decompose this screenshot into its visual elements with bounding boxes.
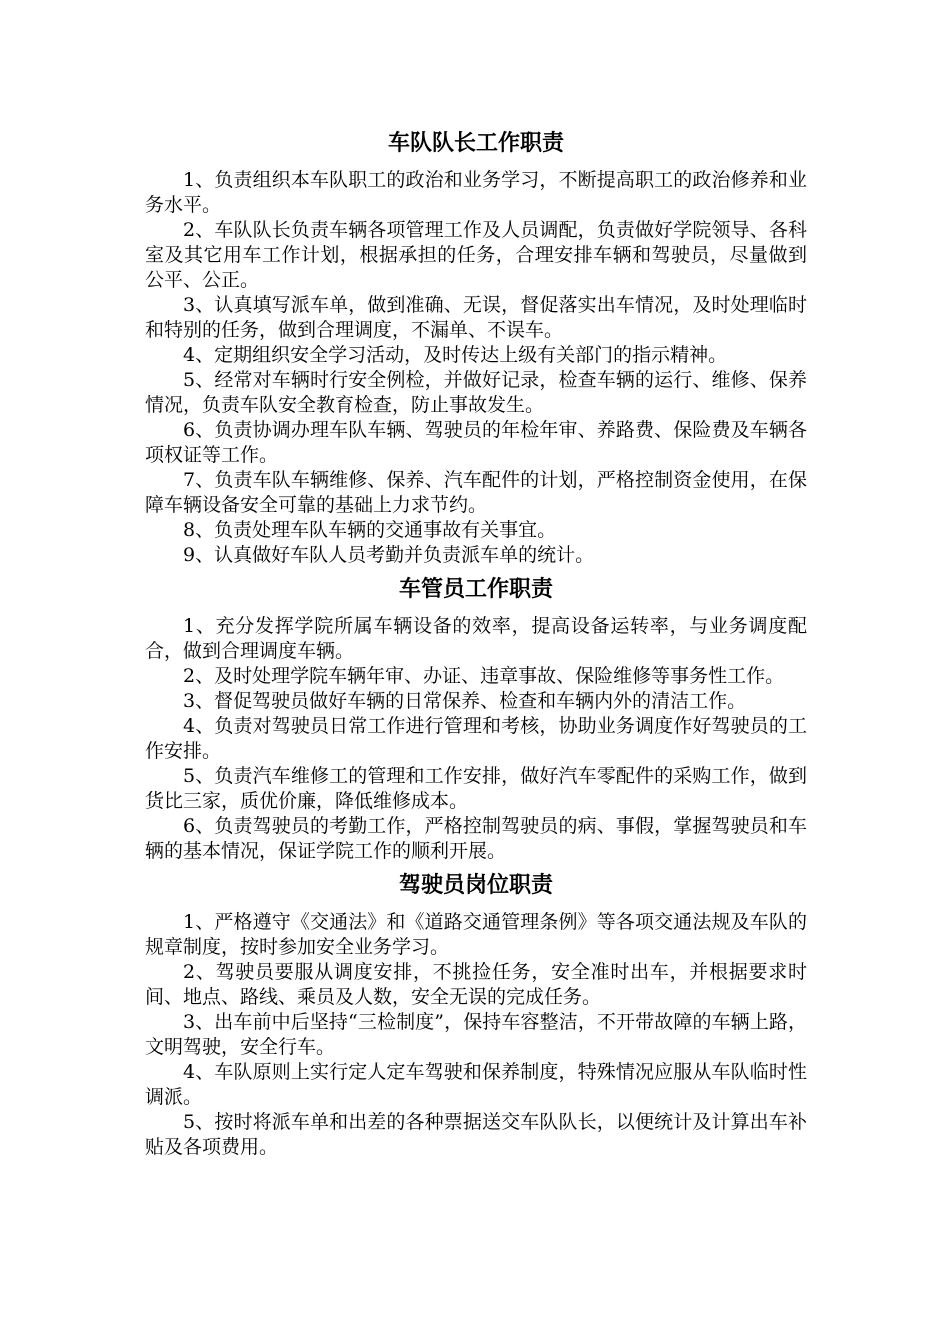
section-title: 车队队长工作职责 xyxy=(387,130,564,156)
list-item: 5、负责汽车维修工的管理和工作安排，做好汽车零配件的采购工作，做到货比三家，质优价廉，降低维修成本。 xyxy=(145,765,807,812)
list-item: 1、负责组织本车队职工的政治和业务学习，不断提高职工的政治修养和业务水平。 xyxy=(145,169,807,216)
document-page xyxy=(145,128,807,1166)
list-item: 3、出车前中后坚持“三检制度”，保持车容整洁，不开带故障的车辆上路，文明驾驶，安全行车。 xyxy=(145,1011,807,1058)
list-item: 4、负责对驾驶员日常工作进行管理和考核，协助业务调度作好驾驶员的工作安排。 xyxy=(145,715,807,762)
list-item: 5、按时将派车单和出差的各种票据送交车队队长，以便统计及计算出车补贴及各项费用。 xyxy=(145,1111,807,1158)
list-item: 4、定期组织安全学习活动，及时传达上级有关部门的指示精神。 xyxy=(183,344,728,366)
section-title: 车管员工作职责 xyxy=(398,576,553,602)
section-team-leader xyxy=(145,128,807,568)
list-item: 9、认真做好车队人员考勤并负责派车单的统计。 xyxy=(183,544,595,566)
list-item: 3、认真填写派车单，做到准确、无误，督促落实出车情况，及时处理临时和特别的任务，做到合理调度，不漏单、不误车。 xyxy=(145,294,807,341)
list-item: 4、车队原则上实行定人定车驾驶和保养制度，特殊情况应服从车队临时性调派。 xyxy=(145,1061,807,1108)
list-item: 8、负责处理车队车辆的交通事故有关事宜。 xyxy=(183,519,557,541)
list-item: 2、及时处理学院车辆年审、办证、违章事故、保险维修等事务性工作。 xyxy=(183,665,785,687)
section-vehicle-manager xyxy=(145,574,807,864)
section-driver xyxy=(145,870,807,1160)
list-item: 2、车队队长负责车辆各项管理工作及人员调配，负责做好学院领导、各科室及其它用车工作计划，根据承担的任务，合理安排车辆和驾驶员，尽量做到公平、公正。 xyxy=(145,219,807,291)
list-item: 3、督促驾驶员做好车辆的日常保养、检查和车辆内外的清洁工作。 xyxy=(183,690,747,712)
list-item: 7、负责车队车辆维修、保养、汽车配件的计划，严格控制资金使用，在保障车辆设备安全可靠的基础上力求节约。 xyxy=(145,469,807,516)
list-item: 5、经常对车辆时行安全例检，并做好记录，检查车辆的运行、维修、保养情况，负责车队安全教育检查，防止事故发生。 xyxy=(145,369,807,416)
list-item: 2、驾驶员要服从调度安排，不挑捡任务，安全准时出车，并根据要求时间、地点、路线、乘员及人数，安全无误的完成任务。 xyxy=(145,961,807,1008)
list-item: 1、严格遵守《交通法》和《道路交通管理条例》等各项交通法规及车队的规章制度，按时参加安全业务学习。 xyxy=(145,911,807,958)
section-title: 驾驶员岗位职责 xyxy=(398,872,553,898)
list-item: 6、负责驾驶员的考勤工作，严格控制驾驶员的病、事假，掌握驾驶员和车辆的基本情况，保证学院工作的顺利开展。 xyxy=(145,815,807,862)
list-item: 1、充分发挥学院所属车辆设备的效率，提高设备运转率，与业务调度配合，做到合理调度车辆。 xyxy=(145,615,807,662)
list-item: 6、负责协调办理车队车辆、驾驶员的年检年审、养路费、保险费及车辆各项权证等工作。 xyxy=(145,419,807,466)
